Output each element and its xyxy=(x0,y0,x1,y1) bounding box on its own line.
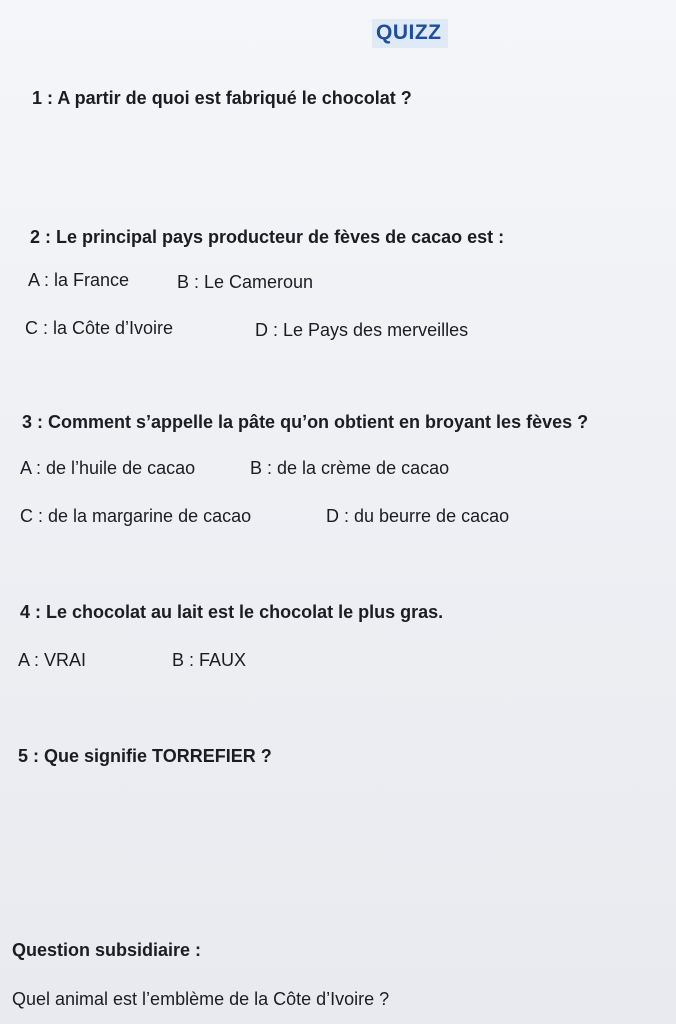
question-4: 4 : Le chocolat au lait est le chocolat le plus gras. xyxy=(20,602,444,622)
question-3-option-d: D : du beurre de cacao xyxy=(326,506,510,526)
subsidiary-question: Quel animal est l’emblème de la Côte d’Ivoire ? xyxy=(12,989,390,1009)
question-2-option-a: A : la France xyxy=(28,270,130,290)
question-3-option-b: B : de la crème de cacao xyxy=(250,458,450,478)
question-4-option-a: A : VRAI xyxy=(18,650,87,670)
question-4-option-b: B : FAUX xyxy=(172,650,247,670)
question-3: 3 : Comment s’appelle la pâte qu’on obtient en broyant les fèves ? xyxy=(22,412,589,432)
question-2-option-d: D : Le Pays des merveilles xyxy=(255,320,469,340)
question-2-option-b: B : Le Cameroun xyxy=(177,272,314,292)
subsidiary-heading: Question subsidiaire : xyxy=(12,940,202,960)
quiz-title: QUIZZ xyxy=(372,19,448,48)
question-3-option-c: C : de la margarine de cacao xyxy=(20,506,252,526)
question-2-option-c: C : la Côte d’Ivoire xyxy=(25,318,174,338)
question-5: 5 : Que signifie TORREFIER ? xyxy=(18,746,272,766)
question-3-option-a: A : de l’huile de cacao xyxy=(20,458,196,478)
question-1: 1 : A partir de quoi est fabriqué le chocolat ? xyxy=(32,88,412,108)
question-2: 2 : Le principal pays producteur de fèves de cacao est : xyxy=(30,227,505,247)
